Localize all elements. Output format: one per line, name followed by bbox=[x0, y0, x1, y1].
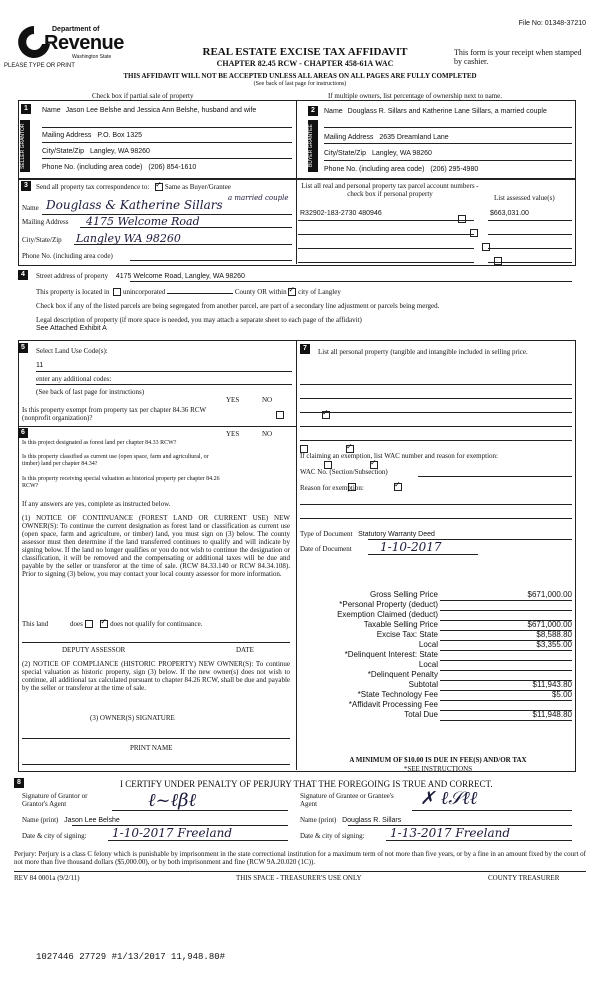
seller-phone-row bbox=[42, 164, 196, 172]
form-subtitle: CHAPTER 82.45 RCW - CHAPTER 458-61A WAC bbox=[216, 59, 394, 68]
exhibit-ref[interactable]: See Attached Exhibit A bbox=[36, 325, 107, 332]
tax-label-8: *Delinquent Penalty bbox=[367, 670, 438, 679]
personal-prop-checkbox-4[interactable] bbox=[494, 257, 502, 265]
located-label: This property is located in bbox=[36, 288, 110, 296]
exempt-question: Is this property exempt from property tax per chapter 84.36 RCW (nonprofit organization)? bbox=[22, 406, 206, 422]
buyer-name-row bbox=[324, 108, 570, 116]
same-as-buyer-checkbox[interactable] bbox=[155, 183, 163, 191]
see-instructions: *SEE INSTRUCTIONS bbox=[403, 765, 473, 773]
personal-property-label: List all personal property (tangible and intangible included in selling price. bbox=[318, 348, 528, 356]
grantee-date-hand[interactable]: 1-13-2017 Freeland bbox=[390, 826, 511, 840]
street-label: Street address of property bbox=[36, 272, 109, 280]
sec6-q3: Is this property receiving special valuation as historical property per chapter 84.26 RCW? bbox=[22, 476, 220, 489]
corr-name-hand-extra: a married couple bbox=[228, 194, 289, 202]
tax-label-10: *State Technology Fee bbox=[357, 690, 438, 699]
corr-city-hand[interactable]: Langley WA 98260 bbox=[76, 232, 181, 245]
minimum-note: A MINIMUM OF $10.00 IS DUE IN FEE(S) AND/OR TAX bbox=[349, 756, 527, 764]
section-6-badge: 6 bbox=[18, 428, 28, 438]
seller-mailing-label: Mailing Address bbox=[42, 132, 92, 139]
sec6-no-header: NO bbox=[262, 430, 273, 438]
parcel-number[interactable]: R32902-183-2730 480946 bbox=[300, 210, 382, 217]
buyer-city-row bbox=[324, 150, 432, 158]
grantor-name[interactable]: Jason Lee Belshe bbox=[64, 817, 120, 824]
partial-sale-label: Check box if partial sale of property bbox=[92, 92, 194, 100]
grantor-signature[interactable]: ℓ‌~ℓβℓ bbox=[148, 790, 196, 811]
corr-mailing-label: Mailing Address bbox=[22, 218, 69, 226]
grantee-name-row bbox=[300, 816, 401, 825]
tax-label-5: Local bbox=[418, 640, 438, 649]
doc-type-row bbox=[300, 530, 435, 539]
buyer-mailing[interactable]: 2635 Dreamland Lane bbox=[379, 134, 449, 141]
deputy-assessor-label: DEPUTY ASSESSOR bbox=[62, 646, 126, 654]
logo-state: Washington State bbox=[72, 54, 112, 60]
perjury-note: Perjury: Perjury is a class C felony which is punishable by imprisonment in the state correctional institution for a maximum term of not more than five years, or by a fine in an amount fixed by the court of not more than five thousand dollars ($5,000.00), or by both imprisonment and fine (RCW 9A.20.020 (1C)). bbox=[14, 850, 586, 866]
tax-value-3[interactable]: $671,000.00 bbox=[527, 620, 572, 629]
sec6-q2: Is this property classified as current use (open space, farm and agricultural, or timber) land per chapter 84.34? bbox=[22, 454, 209, 467]
tax-value-5[interactable]: $3,355.00 bbox=[536, 640, 572, 649]
unincorporated-label: unincorporated bbox=[122, 288, 166, 296]
this-land-label: This land bbox=[22, 620, 49, 628]
corr-mailing-hand[interactable]: 4175 Welcome Road bbox=[86, 215, 200, 228]
tax-label-3: Taxable Selling Price bbox=[363, 620, 438, 629]
deputy-date-label: DATE bbox=[236, 646, 254, 654]
doc-type[interactable]: Statutory Warranty Deed bbox=[358, 531, 435, 538]
warning: THIS AFFIDAVIT WILL NOT BE ACCEPTED UNLESS ALL AREAS ON ALL PAGES ARE FULLY COMPLETED bbox=[123, 72, 477, 80]
certify-text: I CERTIFY UNDER PENALTY OF PERJURY THAT THE FOREGOING IS TRUE AND CORRECT. bbox=[120, 779, 493, 789]
grantee-signature[interactable]: ✗ ℓ𝒮ℓℓ bbox=[420, 788, 478, 809]
buyer-name[interactable]: Douglass R. Sillars and Katherine Lane Sillars, a married couple bbox=[347, 108, 547, 115]
seller-phone[interactable]: (206) 854-1610 bbox=[148, 164, 197, 171]
section-8-badge: 8 bbox=[14, 778, 24, 788]
if-yes-note: If any answers are yes, complete as instructed below. bbox=[22, 500, 171, 508]
qualify-row bbox=[22, 620, 202, 628]
street-address[interactable]: 4175 Welcome Road, Langley, WA 98260 bbox=[115, 273, 245, 280]
grantor-name-label: Name (print) bbox=[22, 816, 59, 824]
receipt-note: This form is your receipt when stamped by cashier. bbox=[454, 48, 582, 66]
grantee-date-label: Date & city of signing: bbox=[300, 832, 365, 840]
buyer-phone[interactable]: (206) 295-4980 bbox=[430, 166, 479, 173]
form-number: REV 84 0001a (9/2/11) bbox=[14, 874, 80, 882]
assessed-value[interactable]: $663,031.00 bbox=[490, 210, 529, 217]
corr-phone-label: Phone No. (including area code) bbox=[22, 252, 113, 260]
county-treasurer: COUNTY TREASURER bbox=[488, 874, 560, 882]
seller-city-label: City/State/Zip bbox=[42, 148, 85, 155]
doc-date-hand[interactable]: 1-10-2017 bbox=[380, 540, 442, 554]
receipt-stamp: 1027446 27729 #1/13/2017 11,948.80# bbox=[36, 952, 226, 962]
land-use-see-back: (See back of last page for instructions) bbox=[36, 388, 145, 396]
does-not-label: does not qualify for continuance. bbox=[110, 620, 203, 628]
logo-brand: Revenue bbox=[44, 32, 124, 54]
buyer-name-label: Name bbox=[324, 108, 343, 115]
section-4-badge: 4 bbox=[18, 270, 28, 280]
grantor-name-row bbox=[22, 816, 120, 825]
buyer-city-label: City/State/Zip bbox=[324, 150, 367, 157]
tax-value-0[interactable]: $671,000.00 bbox=[527, 590, 572, 599]
correspondence-row bbox=[36, 183, 231, 191]
exempt-yes-checkbox[interactable] bbox=[276, 411, 284, 419]
tax-label-11: *Affidavit Processing Fee bbox=[348, 700, 438, 709]
buyer-mailing-label: Mailing Address bbox=[324, 134, 374, 141]
county-or-label: County OR within bbox=[234, 288, 287, 296]
owner-signature-label: (3) OWNER(S) SIGNATURE bbox=[90, 714, 175, 722]
treasurer-space: THIS SPACE - TREASURER'S USE ONLY bbox=[236, 874, 362, 882]
exempt-no-header: NO bbox=[262, 396, 273, 404]
seller-name[interactable]: Jason Lee Belshe and Jessica Ann Belshe, husband and wife bbox=[65, 107, 257, 114]
tax-label-4: Excise Tax: State bbox=[376, 630, 438, 639]
corr-name-hand[interactable]: Douglass & Katherine Sillars bbox=[46, 198, 223, 212]
land-use-code[interactable]: 11 bbox=[36, 362, 44, 369]
corr-name-label: Name bbox=[22, 204, 39, 212]
wac-label: WAC No. (Section/Subsection) bbox=[300, 468, 388, 476]
buyer-side-label: BUYER GRANTEE bbox=[308, 120, 318, 172]
tax-value-4[interactable]: $8,588.80 bbox=[536, 630, 572, 639]
does-checkbox[interactable] bbox=[85, 620, 93, 628]
does-label: does bbox=[70, 620, 83, 628]
grantor-sig-label: Signature of Grantor or Grantor's Agent bbox=[22, 792, 88, 808]
form-title: REAL ESTATE EXCISE TAX AFFIDAVIT bbox=[202, 46, 408, 58]
buyer-mailing-row bbox=[324, 134, 449, 142]
partial-sale-check[interactable] bbox=[92, 92, 193, 100]
unincorporated-checkbox[interactable] bbox=[113, 288, 121, 296]
city-of-label: city of Langley bbox=[298, 288, 341, 296]
tax-value-10[interactable]: $5.00 bbox=[551, 690, 572, 699]
notice-compliance: (2) NOTICE OF COMPLIANCE (HISTORIC PROPERTY) NEW OWNER(S): To continue special valuation as historic property, sign (3) below. If the new owner(s) does not wish to continue, all additional tax calculated pursuant to chapter 84.26 RCW, shall be due and payable by the seller or transferor at the time of sale. bbox=[22, 660, 290, 692]
sec6-yes-header: YES bbox=[226, 430, 240, 438]
please-type: PLEASE TYPE OR PRINT bbox=[4, 63, 75, 69]
grantee-name[interactable]: Douglass R. Sillars bbox=[342, 817, 402, 824]
exemption-reason-label: Reason for exemption: bbox=[300, 484, 364, 492]
street-row bbox=[36, 272, 245, 281]
personal-prop-checkbox-2[interactable] bbox=[470, 229, 478, 237]
personal-prop-checkbox-1[interactable] bbox=[458, 215, 466, 223]
section-3-badge: 3 bbox=[21, 181, 31, 191]
grantor-date-hand[interactable]: 1-10-2017 Freeland bbox=[112, 826, 233, 840]
tax-label-2: Exemption Claimed (deduct) bbox=[337, 610, 438, 619]
seller-city-row bbox=[42, 148, 150, 156]
grantee-name-label: Name (print) bbox=[300, 816, 337, 824]
grantee-sig-label: Signature of Grantee or Grantee's Agent bbox=[300, 792, 394, 808]
buyer-phone-label: Phone No. (including area code) bbox=[324, 166, 425, 173]
sec6-q1: Is this project designated as forest land per chapter 84.33 RCW? bbox=[22, 440, 177, 446]
land-use-label: Select Land Use Code(s): bbox=[36, 347, 108, 355]
tax-label-1: *Personal Property (deduct) bbox=[339, 600, 438, 609]
seller-name-label: Name bbox=[42, 107, 61, 114]
buyer-phone-row bbox=[324, 166, 478, 174]
tax-label-12: Total Due bbox=[404, 710, 438, 719]
section-7-badge: 7 bbox=[300, 344, 310, 354]
correspondence-label: Send all property tax correspondence to: bbox=[36, 183, 150, 191]
multiple-owners-note: If multiple owners, list percentage of ownership next to name. bbox=[328, 92, 502, 100]
buyer-city[interactable]: Langley, WA 98260 bbox=[371, 150, 432, 157]
seller-name-row bbox=[42, 107, 292, 115]
file-number: File No: 01348-37210 bbox=[518, 20, 586, 27]
tax-label-6: *Delinquent Interest: State bbox=[344, 650, 438, 659]
print-name-label: PRINT NAME bbox=[130, 744, 173, 752]
seller-city[interactable]: Langley, WA 98260 bbox=[89, 148, 150, 155]
seller-phone-label: Phone No. (including area code) bbox=[42, 164, 143, 171]
city-checkbox[interactable] bbox=[288, 288, 296, 296]
does-not-checkbox[interactable] bbox=[100, 620, 108, 628]
section-1-badge: 1 bbox=[21, 104, 31, 114]
tax-label-7: Local bbox=[418, 660, 438, 669]
exemption-claim-label: If claiming an exemption, list WAC number and reason for exemption: bbox=[300, 452, 498, 460]
notice-continuance: (1) NOTICE OF CONTINUANCE (FOREST LAND OR CURRENT USE) NEW OWNER(S): To continue the current designation as forest land or classification as current use (open space, farm and agriculture, or timber) land, you must sign on (3) below. The county assessor must then determine if the land transferred continues to qualify and will indicate by signing below. If the land no longer qualifies or you do not wish to continue the designation or classification, it will be removed and the compensating or additional taxes will be due and payable by the seller or transferor at the time of sale. (RCW 84.33.140 or RCW 84.34.108). Prior to signing (3) below, you may contact your local county assessor for more information. bbox=[22, 514, 290, 578]
personal-prop-checkbox-3[interactable] bbox=[482, 243, 490, 251]
tax-value-12[interactable]: $11,948.80 bbox=[532, 710, 572, 719]
located-row bbox=[36, 288, 341, 296]
logo-dept: Department of bbox=[52, 26, 100, 33]
q3-no-checkbox[interactable] bbox=[394, 483, 402, 491]
exempt-yes-header: YES bbox=[226, 396, 240, 404]
see-back: (See back of last page for instructions) bbox=[253, 81, 347, 87]
segregated-note: Check box if any of the listed parcels are being segregated from another parcel, are part of a secondary line adjustment or parcels being merged. bbox=[36, 302, 440, 310]
seller-side-label: SELLER GRANTOR bbox=[20, 120, 30, 172]
department-logo bbox=[14, 22, 124, 66]
tax-value-9[interactable]: $11,943.80 bbox=[532, 680, 572, 689]
section-2-badge: 2 bbox=[308, 106, 318, 116]
tax-label-0: Gross Selling Price bbox=[369, 590, 438, 599]
tax-label-9: Subtotal bbox=[408, 680, 438, 689]
doc-type-label: Type of Document bbox=[300, 530, 353, 538]
assessed-value-label: List assessed value(s) bbox=[494, 194, 555, 202]
same-as-buyer-label: Same as Buyer/Grantee bbox=[164, 183, 231, 191]
doc-date-label: Date of Document bbox=[300, 545, 352, 553]
grantor-date-label: Date & city of signing: bbox=[22, 832, 87, 840]
legal-desc-label: Legal description of property (if more space is needed, you may attach a separate sheet to each page of the affidavit) bbox=[36, 316, 362, 324]
additional-codes-label: enter any additional codes: bbox=[36, 375, 112, 383]
seller-mailing[interactable]: P.O. Box 1325 bbox=[97, 132, 142, 139]
parcels-label: List all real and personal property tax parcel account numbers - check box if personal property bbox=[301, 182, 479, 198]
corr-city-label: City/State/Zip bbox=[22, 236, 62, 244]
seller-mailing-row bbox=[42, 132, 142, 140]
section-5-badge: 5 bbox=[18, 343, 28, 353]
tax-value-underlines bbox=[440, 598, 572, 728]
